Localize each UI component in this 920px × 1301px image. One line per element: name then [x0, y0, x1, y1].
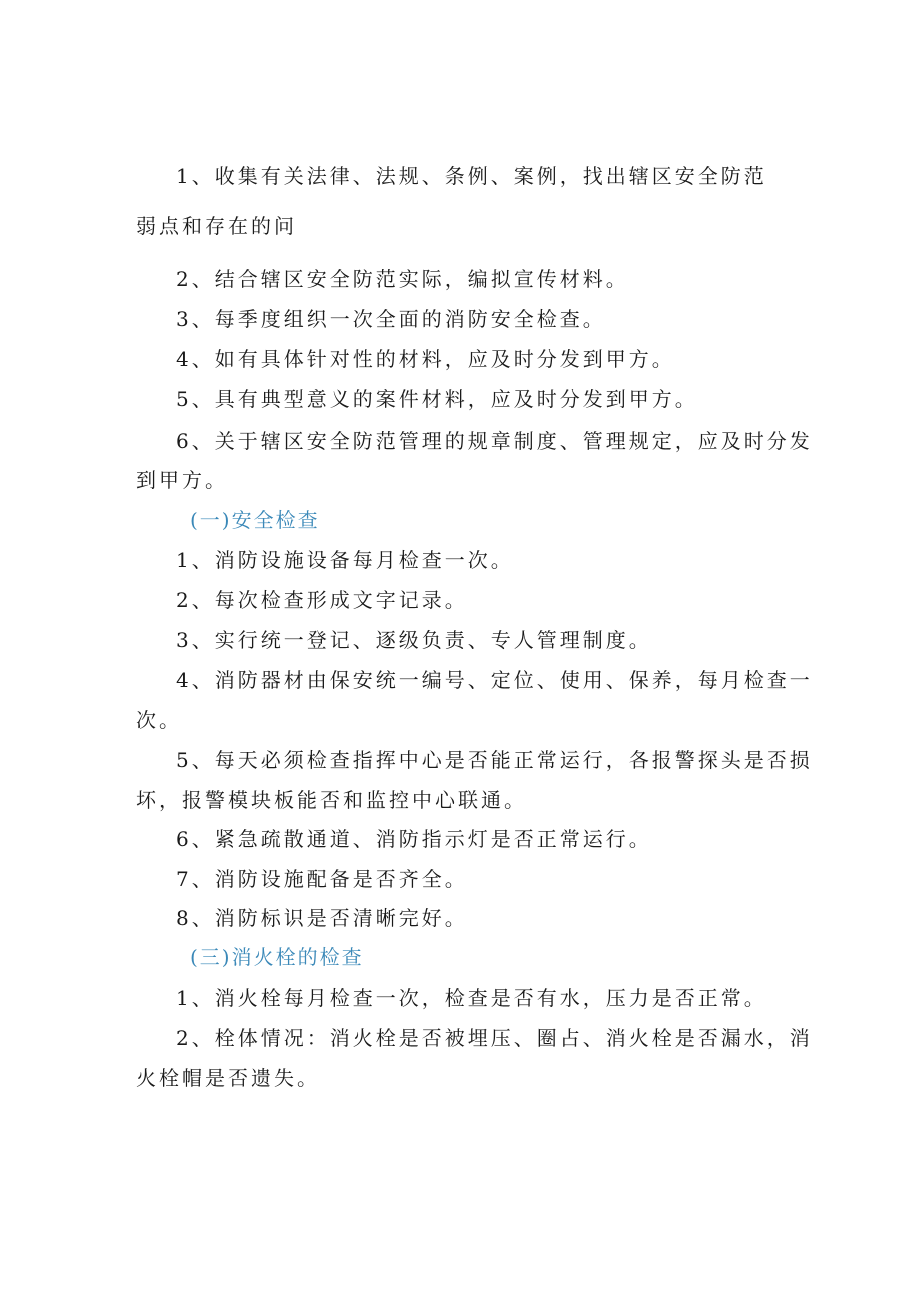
section-heading-safety-inspection: (一)安全检查 — [190, 508, 320, 532]
safety-item-6: 6、紧急疏散通道、消防指示灯是否正常运行。 — [176, 827, 652, 851]
intro-item-1-line1: 1、收集有关法律、法规、条例、案例，找出辖区安全防范 — [176, 164, 767, 188]
safety-item-4-line2: 次。 — [136, 708, 182, 732]
intro-item-4: 4、如有具体针对性的材料，应及时分发到甲方。 — [176, 347, 675, 371]
safety-item-1: 1、消防设施设备每月检查一次。 — [176, 548, 514, 572]
hydrant-item-2-line2: 火栓帽是否遗失。 — [136, 1066, 320, 1090]
safety-item-2: 2、每次检查形成文字记录。 — [176, 588, 468, 612]
safety-item-7: 7、消防设施配备是否齐全。 — [176, 867, 468, 891]
safety-item-5-line1: 5、每天必须检查指挥中心是否能正常运行，各报警探头是否损 — [176, 748, 813, 772]
intro-item-1-line2: 弱点和存在的问 — [136, 214, 297, 238]
intro-item-5: 5、具有典型意义的案件材料，应及时分发到甲方。 — [176, 387, 698, 411]
safety-item-8: 8、消防标识是否清晰完好。 — [176, 906, 468, 930]
intro-item-6-line2: 到甲方。 — [136, 468, 228, 492]
intro-item-6-line1: 6、关于辖区安全防范管理的规章制度、管理规定，应及时分发 — [176, 429, 813, 453]
hydrant-item-2-line1: 2、栓体情况：消火栓是否被埋压、圈占、消火栓是否漏水，消 — [176, 1026, 813, 1050]
safety-item-5-line2: 坏，报警模块板能否和监控中心联通。 — [136, 788, 527, 812]
section-heading-hydrant-inspection: (三)消火栓的检查 — [190, 945, 364, 969]
safety-item-4-line1: 4、消防器材由保安统一编号、定位、使用、保养，每月检查一 — [176, 668, 813, 692]
intro-item-3: 3、每季度组织一次全面的消防安全检查。 — [176, 307, 606, 331]
hydrant-item-1: 1、消火栓每月检查一次，检查是否有水，压力是否正常。 — [176, 986, 767, 1010]
safety-item-3: 3、实行统一登记、逐级负责、专人管理制度。 — [176, 628, 652, 652]
intro-item-2: 2、结合辖区安全防范实际，编拟宣传材料。 — [176, 267, 629, 291]
